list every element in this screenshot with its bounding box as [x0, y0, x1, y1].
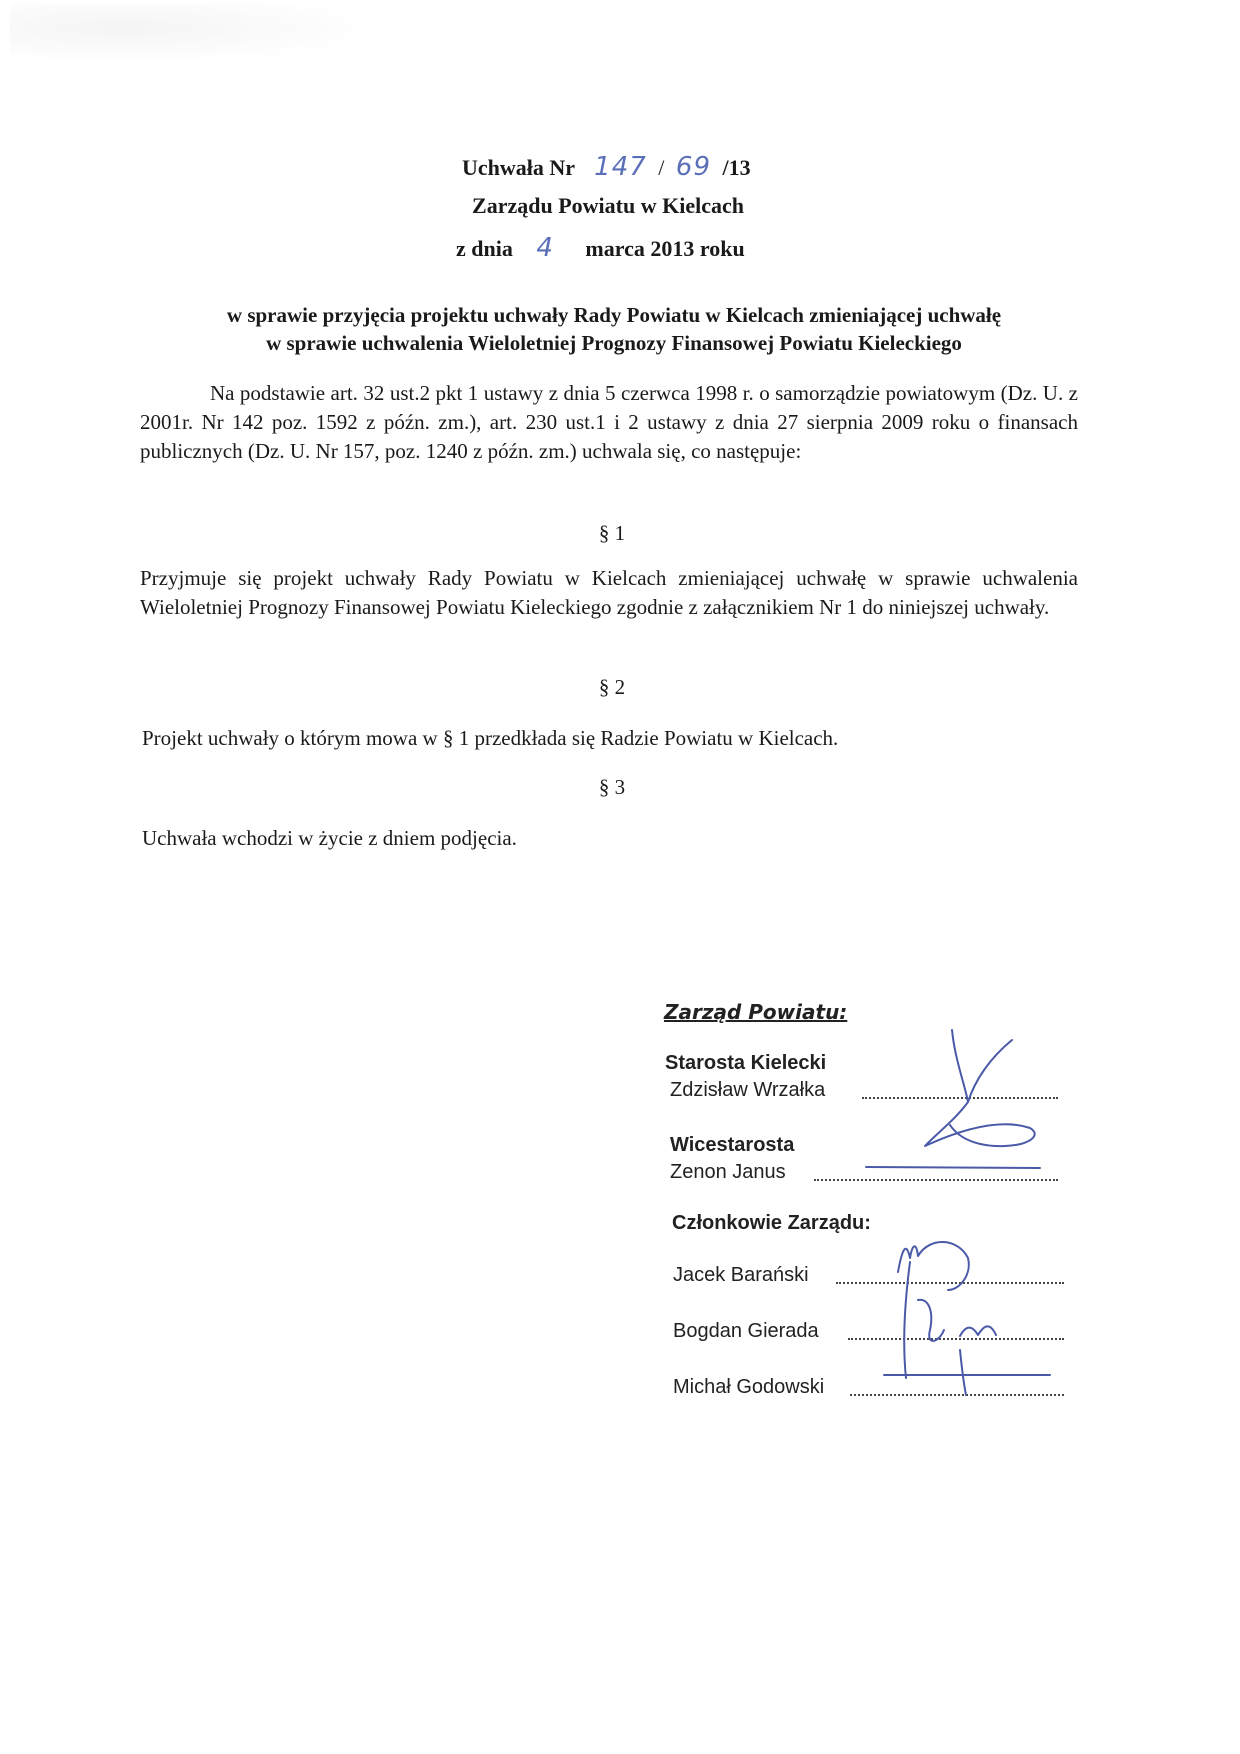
- member-name: Bogdan Gierada: [673, 1320, 819, 1342]
- date-line: [456, 233, 745, 263]
- preamble-paragraph: Na podstawie art. 32 ust.2 pkt 1 ustawy z dnia 5 czerwca 1998 r. o samorządzie powiatowym (Dz. U. z 2001r. Nr 142 poz. 1592 z późn. zm.), art. 230 ust.1 i 2 ustawy z dnia 27 sierpnia 2009 roku o finansach publicznych (Dz. U. Nr 157, poz. 1240 z późn. zm.) uchwala się, co następuje:: [140, 381, 1078, 463]
- member-signature-line: [850, 1394, 1064, 1396]
- scan-artifact: [10, 4, 390, 64]
- wicestarosta-name: Zenon Janus: [670, 1161, 786, 1183]
- section-text-3: Uchwała wchodzi w życie z dniem podjęcia.: [142, 826, 517, 850]
- subject-line-1: w sprawie przyjęcia projektu uchwały Rady Powiatu w Kielcach zmieniającej uchwałę: [226, 303, 1002, 327]
- members-role: Członkowie Zarządu:: [672, 1212, 871, 1234]
- section-mark-2: § 2: [598, 675, 626, 699]
- starosta-signature: [925, 1030, 1035, 1146]
- date-prefix: z dnia: [456, 236, 513, 261]
- handwritten-day: 4: [536, 233, 554, 263]
- wicestarosta-signature-line: [814, 1179, 1058, 1181]
- wicestarosta-role: Wicestarosta: [670, 1134, 795, 1156]
- number-suffix: /13: [722, 155, 751, 180]
- handwritten-number-2: 69: [675, 152, 712, 182]
- subject-line-2: w sprawie uchwalenia Wieloletniej Prognozy Finansowej Powiatu Kieleckiego: [266, 331, 962, 355]
- number-separator: /: [658, 155, 665, 180]
- gierada-signature: [904, 1262, 996, 1378]
- issuer-line: Zarządu Powiatu w Kielcach: [472, 193, 744, 218]
- section-mark-1: § 1: [598, 521, 626, 545]
- godowski-signature: [884, 1350, 1050, 1395]
- handwritten-number-1: 147: [594, 152, 647, 182]
- member-signature-line: [848, 1338, 1064, 1340]
- resolution-title: Uchwała Nr: [462, 155, 575, 180]
- date-suffix: marca 2013 roku: [585, 236, 745, 261]
- section-text-2: Projekt uchwały o którym mowa w § 1 przedkłada się Radzie Powiatu w Kielcach.: [142, 726, 839, 750]
- wicestarosta-signature: [866, 1167, 1040, 1168]
- member-signature-line: [836, 1282, 1064, 1284]
- starosta-name: Zdzisław Wrzałka: [670, 1079, 826, 1101]
- starosta-role: Starosta Kielecki: [665, 1052, 827, 1074]
- resolution-number-line: [462, 152, 751, 182]
- starosta-signature-line: [862, 1097, 1058, 1099]
- section-text-1: Przyjmuje się projekt uchwały Rady Powiatu w Kielcach zmieniającej uchwałę w sprawie uchwalenia Wieloletniej Prognozy Finansowej Powiatu Kieleckiego zgodnie z załącznikiem Nr 1 do niniejszej uchwały.: [140, 566, 1078, 619]
- member-name: Michał Godowski: [673, 1376, 825, 1398]
- section-mark-3: § 3: [598, 775, 626, 799]
- board-title: Zarząd Powiatu:: [664, 1000, 848, 1024]
- member-name: Jacek Barański: [673, 1264, 809, 1286]
